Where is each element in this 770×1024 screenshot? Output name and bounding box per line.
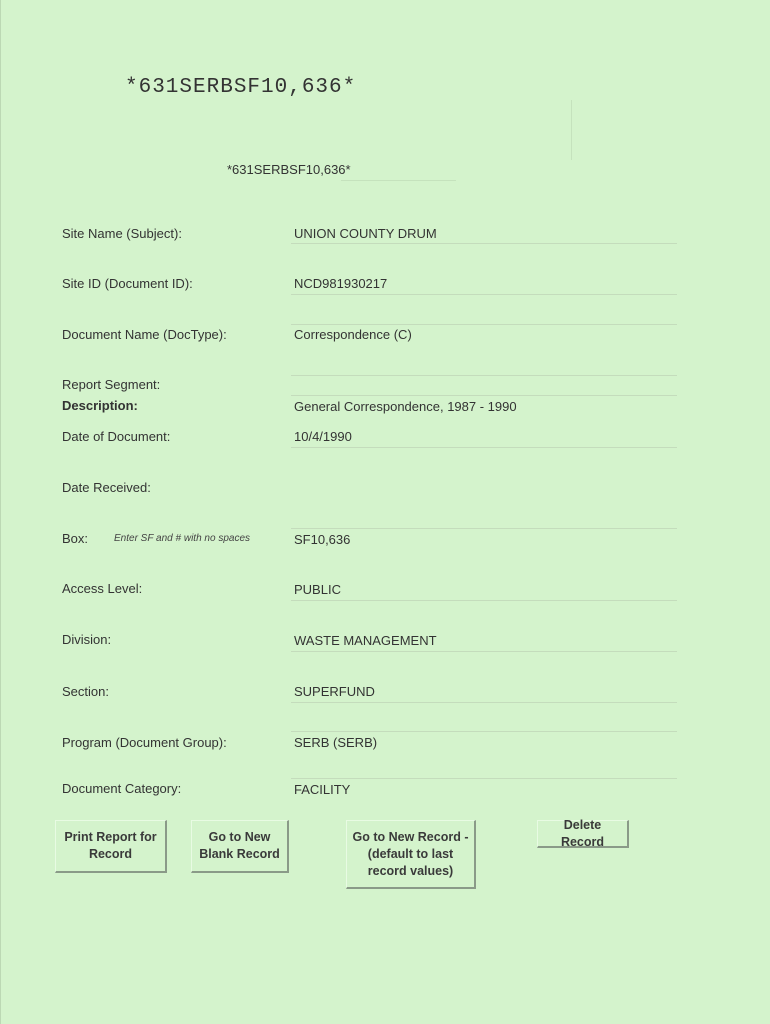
- new-blank-record-button[interactable]: Go to New Blank Record: [191, 820, 289, 873]
- print-report-button[interactable]: Print Report for Record: [55, 820, 167, 873]
- field-underline: [291, 324, 677, 325]
- box-label: Box:: [62, 531, 89, 546]
- description-label: Description:: [62, 398, 138, 413]
- document-name-field[interactable]: Correspondence (C): [294, 327, 412, 342]
- division-label: Division:: [62, 632, 112, 647]
- site-name-label: Site Name (Subject):: [62, 226, 182, 241]
- barcode-text: *631SERBSF10,636*: [227, 162, 351, 177]
- new-record-default-button[interactable]: Go to New Record - (default to last record values): [346, 820, 476, 889]
- field-underline: [291, 600, 677, 601]
- field-underline: [291, 294, 677, 295]
- field-underline: [291, 243, 677, 244]
- section-field[interactable]: SUPERFUND: [294, 684, 375, 699]
- field-underline: [291, 731, 677, 732]
- site-name-field[interactable]: UNION COUNTY DRUM: [294, 226, 437, 241]
- description-field[interactable]: General Correspondence, 1987 - 1990: [294, 399, 517, 414]
- field-underline: [291, 702, 677, 703]
- divider: [341, 180, 456, 181]
- field-underline: [291, 447, 677, 448]
- document-category-field[interactable]: FACILITY: [294, 782, 351, 797]
- access-level-field[interactable]: PUBLIC: [294, 582, 341, 597]
- field-underline: [291, 395, 677, 396]
- field-underline: [291, 651, 677, 652]
- document-name-label: Document Name (DocType):: [62, 327, 227, 342]
- report-segment-label: Report Segment:: [62, 377, 161, 392]
- program-field[interactable]: SERB (SERB): [294, 735, 378, 750]
- delete-record-button[interactable]: Delete Record: [537, 820, 629, 848]
- site-id-field[interactable]: NCD981930217: [294, 276, 388, 291]
- section-label: Section:: [62, 684, 109, 699]
- date-received-label: Date Received:: [62, 480, 151, 495]
- division-field[interactable]: WASTE MANAGEMENT: [294, 633, 437, 648]
- access-level-label: Access Level:: [62, 581, 143, 596]
- box-hint: Enter SF and # with no spaces: [114, 533, 251, 544]
- date-of-document-field[interactable]: 10/4/1990: [294, 429, 352, 444]
- field-underline: [291, 528, 677, 529]
- divider: [571, 100, 572, 160]
- date-of-document-label: Date of Document:: [62, 429, 171, 444]
- field-underline: [291, 375, 677, 376]
- field-underline: [291, 778, 677, 779]
- barcode: *631SERBSF10,636*: [125, 76, 357, 99]
- document-category-label: Document Category:: [62, 781, 182, 796]
- site-id-label: Site ID (Document ID):: [62, 276, 193, 291]
- box-field[interactable]: SF10,636: [294, 532, 351, 547]
- program-label: Program (Document Group):: [62, 735, 227, 750]
